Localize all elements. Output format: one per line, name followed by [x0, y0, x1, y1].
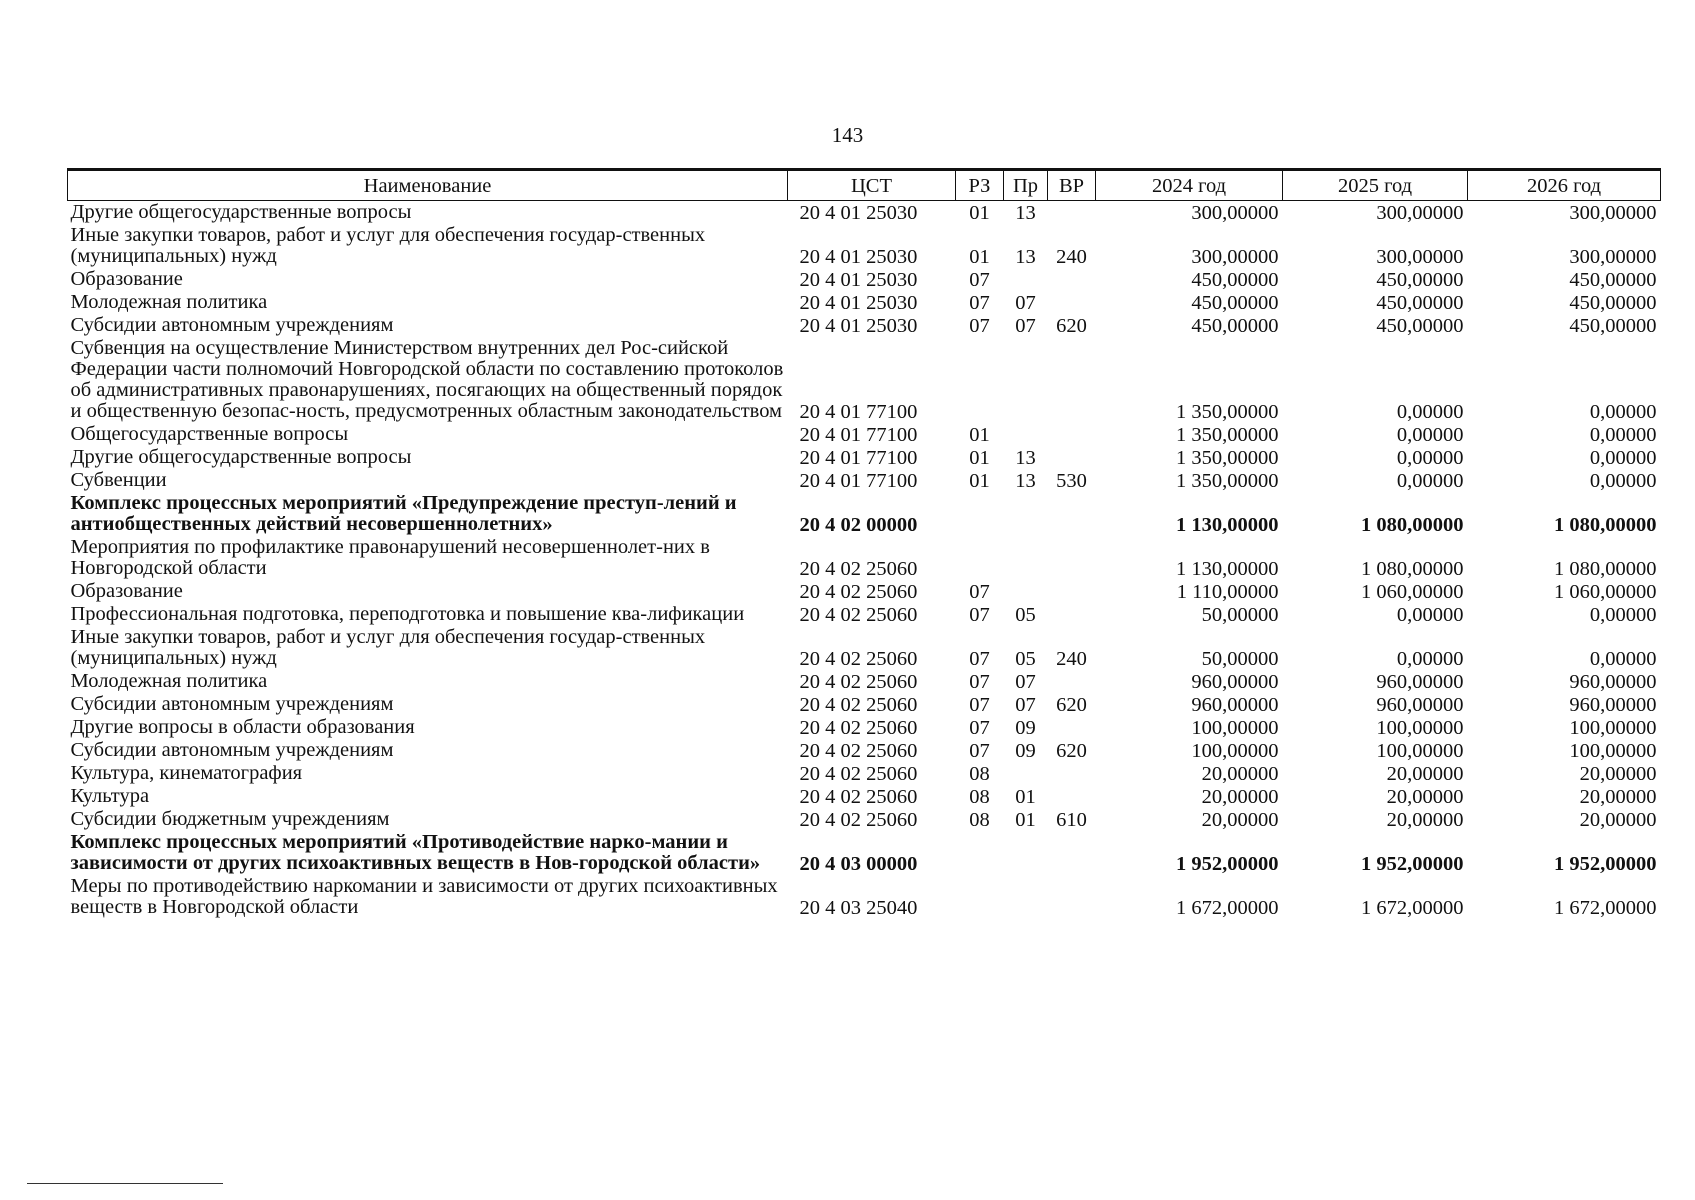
row-vr: [1048, 536, 1096, 580]
row-2026: 450,00000: [1569, 292, 1657, 314]
row-pr: 09: [1015, 740, 1036, 762]
row-2024: 1 350,00000: [1176, 447, 1279, 469]
footnote-divider: [27, 1183, 223, 1184]
table-row: [68, 626, 1661, 670]
table-row: [68, 739, 1661, 762]
row-pr: 01: [1015, 786, 1036, 808]
row-2026: 20,00000: [1579, 809, 1657, 831]
row-name: Субвенции: [70, 469, 167, 491]
table-row: [68, 469, 1661, 492]
table-row: [68, 762, 1661, 785]
row-vr: 240: [1056, 648, 1087, 670]
row-name: Другие общегосударственные вопросы: [70, 446, 412, 468]
row-rz: 01: [969, 447, 990, 469]
row-2025: 100,00000: [1376, 740, 1464, 762]
row-rz: 07: [969, 740, 990, 762]
page-number: 143: [831, 123, 864, 147]
row-cst: 20 4 01 77100: [799, 470, 918, 492]
row-2026: 100,00000: [1569, 740, 1657, 762]
row-rz: 07: [969, 671, 990, 693]
row-name: Образование: [70, 580, 183, 602]
row-vr: [1048, 337, 1096, 423]
header-pr: Пр: [1004, 170, 1048, 201]
row-name: Молодежная политика: [70, 670, 268, 692]
row-2024: 1 952,00000: [1176, 853, 1279, 875]
row-rz: [956, 536, 1004, 580]
row-name: Иные закупки товаров, работ и услуг для обеспечения государ-ственных (муниципальных) нужд: [70, 224, 706, 267]
table-row: [68, 224, 1661, 268]
row-pr: 05: [1015, 604, 1036, 626]
table-row: [68, 268, 1661, 291]
row-vr: [1048, 446, 1096, 469]
row-pr: [1004, 492, 1048, 536]
row-pr: 13: [1015, 246, 1036, 268]
row-2024: 960,00000: [1191, 694, 1279, 716]
row-name: Субсидии бюджетным учреждениям: [70, 808, 390, 830]
row-2026: 1 060,00000: [1554, 581, 1657, 603]
row-vr: [1048, 580, 1096, 603]
row-cst: 20 4 01 25030: [799, 315, 918, 337]
row-2024: 450,00000: [1191, 315, 1279, 337]
row-cst: 20 4 02 25060: [799, 717, 918, 739]
row-cst: 20 4 02 25060: [799, 648, 918, 670]
row-name: Культура: [70, 785, 150, 807]
row-name: Комплекс процессных мероприятий «Противодействие нарко-мании и зависимости от других психоактивных веществ в Нов-городской области»: [70, 831, 761, 874]
budget-table: [67, 168, 1661, 919]
row-cst: 20 4 02 25060: [799, 604, 918, 626]
row-pr: 07: [1015, 292, 1036, 314]
row-cst: 20 4 01 77100: [799, 447, 918, 469]
row-vr: [1048, 603, 1096, 626]
table-row: [68, 670, 1661, 693]
row-pr: 05: [1015, 648, 1036, 670]
row-2025: 1 672,00000: [1361, 897, 1464, 919]
row-2025: 20,00000: [1386, 809, 1464, 831]
row-2025: 0,00000: [1396, 470, 1464, 492]
row-cst: 20 4 02 25060: [799, 581, 918, 603]
row-pr: [1004, 762, 1048, 785]
row-2025: 450,00000: [1376, 292, 1464, 314]
row-cst: 20 4 01 77100: [799, 424, 918, 446]
row-2024: 1 672,00000: [1176, 897, 1279, 919]
row-name: Образование: [70, 268, 183, 290]
row-cst: 20 4 01 25030: [799, 269, 918, 291]
row-name: Профессиональная подготовка, переподготовка и повышение ква-лификации: [70, 603, 745, 625]
row-name: Иные закупки товаров, работ и услуг для обеспечения государ-ственных (муниципальных) нужд: [70, 626, 706, 669]
row-2026: 0,00000: [1589, 470, 1657, 492]
row-2026: 0,00000: [1589, 604, 1657, 626]
row-2025: 960,00000: [1376, 694, 1464, 716]
row-rz: [956, 492, 1004, 536]
row-name: Субсидии автономным учреждениям: [70, 739, 394, 761]
row-pr: 09: [1015, 717, 1036, 739]
row-cst: 20 4 02 25060: [799, 763, 918, 785]
row-2024: 450,00000: [1191, 269, 1279, 291]
row-2024: 20,00000: [1201, 763, 1279, 785]
row-2025: 960,00000: [1376, 671, 1464, 693]
row-rz: 01: [969, 246, 990, 268]
row-2025: 300,00000: [1376, 202, 1464, 224]
row-2026: 1 080,00000: [1554, 558, 1657, 580]
row-name: Комплекс процессных мероприятий «Предупреждение преступ-лений и антиобщественных действий несовершеннолетних»: [70, 492, 737, 535]
row-2024: 1 130,00000: [1176, 558, 1279, 580]
row-vr: [1048, 201, 1096, 225]
row-cst: 20 4 02 25060: [799, 740, 918, 762]
row-2024: 300,00000: [1191, 202, 1279, 224]
row-rz: 08: [969, 809, 990, 831]
row-2026: 20,00000: [1579, 786, 1657, 808]
row-2024: 20,00000: [1201, 809, 1279, 831]
row-cst: 20 4 02 25060: [799, 694, 918, 716]
row-name: Культура, кинематография: [70, 762, 303, 784]
header-2025: 2025 год: [1283, 170, 1468, 201]
row-cst: 20 4 01 25030: [799, 202, 918, 224]
row-pr: 13: [1015, 447, 1036, 469]
row-vr: [1048, 762, 1096, 785]
row-vr: [1048, 423, 1096, 446]
row-2025: 20,00000: [1386, 786, 1464, 808]
row-rz: 07: [969, 292, 990, 314]
table-row: [68, 693, 1661, 716]
header-2026: 2026 год: [1468, 170, 1661, 201]
table-row: [68, 423, 1661, 446]
table-row: [68, 337, 1661, 423]
row-vr: [1048, 716, 1096, 739]
row-2025: 0,00000: [1396, 447, 1464, 469]
row-pr: 07: [1015, 315, 1036, 337]
row-pr: [1004, 536, 1048, 580]
row-2026: 450,00000: [1569, 269, 1657, 291]
row-2024: 50,00000: [1201, 604, 1279, 626]
row-name: Меры по противодействию наркомании и зависимости от других психоактивных веществ в Новгородской области: [70, 875, 778, 918]
row-vr: [1048, 670, 1096, 693]
row-cst: 20 4 01 25030: [799, 292, 918, 314]
table-header-row: [68, 170, 1661, 201]
table-body: [68, 201, 1661, 920]
row-pr: 13: [1015, 470, 1036, 492]
row-2024: 1 350,00000: [1176, 424, 1279, 446]
row-pr: 13: [1015, 202, 1036, 224]
table-row: [68, 808, 1661, 831]
row-pr: 01: [1015, 809, 1036, 831]
table-row: [68, 716, 1661, 739]
row-rz: 07: [969, 694, 990, 716]
row-cst: 20 4 02 00000: [799, 514, 918, 536]
row-name: Общегосударственные вопросы: [70, 423, 349, 445]
row-2025: 0,00000: [1396, 424, 1464, 446]
row-2025: 100,00000: [1376, 717, 1464, 739]
table-row: [68, 201, 1661, 225]
header-cst: ЦСТ: [788, 170, 956, 201]
row-name: Субвенция на осуществление Министерством внутренних дел Рос-сийской Федерации части полномочий Новгородской области по составлению протоколов об административных правонарушениях, посягающих на общественный порядок и общественную безопас-ность, предусмотренных областным законодательством: [70, 337, 784, 422]
row-2024: 50,00000: [1201, 648, 1279, 670]
row-2024: 20,00000: [1201, 786, 1279, 808]
row-2026: 1 952,00000: [1554, 853, 1657, 875]
row-rz: 01: [969, 424, 990, 446]
row-pr: [1004, 268, 1048, 291]
row-pr: 07: [1015, 694, 1036, 716]
row-2024: 450,00000: [1191, 292, 1279, 314]
row-vr: [1048, 291, 1096, 314]
row-vr: 530: [1056, 470, 1087, 492]
row-2025: 1 080,00000: [1361, 558, 1464, 580]
row-2026: 960,00000: [1569, 694, 1657, 716]
row-rz: 07: [969, 648, 990, 670]
row-2024: 1 130,00000: [1176, 514, 1279, 536]
row-vr: [1048, 492, 1096, 536]
row-cst: 20 4 03 00000: [799, 853, 918, 875]
header-name: Наименование: [68, 170, 788, 201]
row-rz: 07: [969, 717, 990, 739]
row-pr: [1004, 875, 1048, 919]
row-vr: 620: [1056, 694, 1087, 716]
row-vr: 240: [1056, 246, 1087, 268]
table-row: [68, 831, 1661, 875]
row-rz: 07: [969, 604, 990, 626]
row-2024: 100,00000: [1191, 717, 1279, 739]
row-2026: 100,00000: [1569, 717, 1657, 739]
row-cst: 20 4 01 77100: [799, 401, 918, 423]
row-2026: 300,00000: [1569, 246, 1657, 268]
row-rz: 07: [969, 581, 990, 603]
row-vr: 620: [1056, 740, 1087, 762]
table-row: [68, 446, 1661, 469]
row-2024: 1 110,00000: [1176, 581, 1279, 603]
row-2025: 1 060,00000: [1361, 581, 1464, 603]
row-2026: 0,00000: [1589, 424, 1657, 446]
row-2026: 960,00000: [1569, 671, 1657, 693]
row-rz: [956, 875, 1004, 919]
row-cst: 20 4 02 25060: [799, 809, 918, 831]
row-2026: 20,00000: [1579, 763, 1657, 785]
row-2025: 0,00000: [1396, 648, 1464, 670]
row-2024: 1 350,00000: [1176, 401, 1279, 423]
row-2025: 450,00000: [1376, 315, 1464, 337]
row-vr: [1048, 785, 1096, 808]
row-rz: [956, 831, 1004, 875]
header-vr: ВР: [1048, 170, 1096, 201]
row-vr: 620: [1056, 315, 1087, 337]
row-pr: [1004, 580, 1048, 603]
table-row: [68, 603, 1661, 626]
row-rz: [956, 337, 1004, 423]
row-name: Другие общегосударственные вопросы: [70, 201, 412, 223]
row-2025: 300,00000: [1376, 246, 1464, 268]
row-name: Молодежная политика: [70, 291, 268, 313]
row-2026: 450,00000: [1569, 315, 1657, 337]
table-row: [68, 785, 1661, 808]
row-2025: 20,00000: [1386, 763, 1464, 785]
row-vr: 610: [1056, 809, 1087, 831]
row-2025: 1 080,00000: [1361, 514, 1464, 536]
table-row: [68, 314, 1661, 337]
row-cst: 20 4 01 25030: [799, 246, 918, 268]
row-2024: 300,00000: [1191, 246, 1279, 268]
row-2026: 300,00000: [1569, 202, 1657, 224]
row-2025: 450,00000: [1376, 269, 1464, 291]
table-row: [68, 580, 1661, 603]
row-rz: 08: [969, 763, 990, 785]
row-2025: 0,00000: [1396, 401, 1464, 423]
row-2024: 1 350,00000: [1176, 470, 1279, 492]
row-cst: 20 4 03 25040: [799, 897, 918, 919]
row-pr: [1004, 423, 1048, 446]
row-vr: [1048, 831, 1096, 875]
row-rz: 07: [969, 269, 990, 291]
row-2025: 1 952,00000: [1361, 853, 1464, 875]
row-cst: 20 4 02 25060: [799, 786, 918, 808]
row-2024: 100,00000: [1191, 740, 1279, 762]
row-name: Субсидии автономным учреждениям: [70, 314, 394, 336]
row-vr: [1048, 875, 1096, 919]
row-vr: [1048, 268, 1096, 291]
row-2026: 0,00000: [1589, 401, 1657, 423]
row-2026: 0,00000: [1589, 648, 1657, 670]
row-name: Другие вопросы в области образования: [70, 716, 415, 738]
row-rz: 01: [969, 470, 990, 492]
row-pr: [1004, 831, 1048, 875]
table-row: [68, 875, 1661, 919]
table-row: [68, 291, 1661, 314]
row-2026: 0,00000: [1589, 447, 1657, 469]
row-rz: 07: [969, 315, 990, 337]
header-rz: РЗ: [956, 170, 1004, 201]
row-name: Субсидии автономным учреждениям: [70, 693, 394, 715]
row-cst: 20 4 02 25060: [799, 558, 918, 580]
row-pr: [1004, 337, 1048, 423]
row-name: Мероприятия по профилактике правонарушений несовершеннолет-них в Новгородской области: [70, 536, 710, 579]
table-row: [68, 536, 1661, 580]
header-2024: 2024 год: [1096, 170, 1283, 201]
row-2025: 0,00000: [1396, 604, 1464, 626]
row-2026: 1 672,00000: [1554, 897, 1657, 919]
table-row: [68, 492, 1661, 536]
row-2024: 960,00000: [1191, 671, 1279, 693]
row-cst: 20 4 02 25060: [799, 671, 918, 693]
row-pr: 07: [1015, 671, 1036, 693]
row-rz: 01: [969, 202, 990, 224]
row-rz: 08: [969, 786, 990, 808]
row-2026: 1 080,00000: [1554, 514, 1657, 536]
